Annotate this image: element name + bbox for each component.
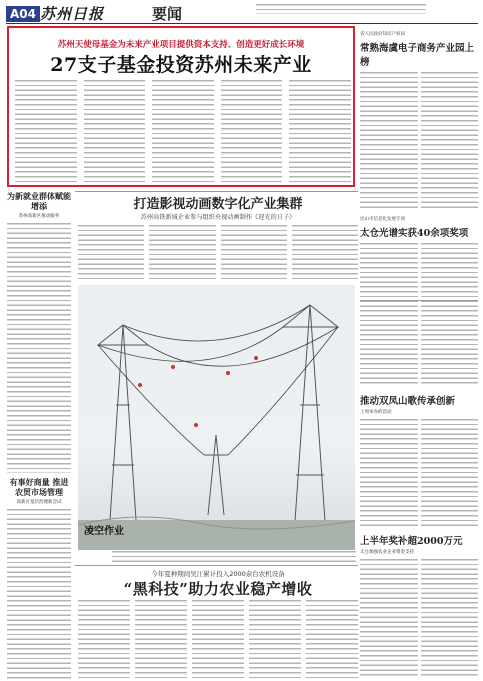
text-column <box>152 80 214 184</box>
text-column <box>84 80 146 184</box>
article-title: 推动双凤山歌传承创新 <box>360 396 456 407</box>
text-column <box>289 80 351 184</box>
photo-caption <box>112 551 356 563</box>
article-body <box>7 223 71 473</box>
article-subtitle: 上周举办的活动 <box>360 410 392 415</box>
article-kicker: 高新区基层治理新尝试 <box>16 500 62 505</box>
middle-body <box>78 225 358 281</box>
divider <box>75 191 358 192</box>
masthead <box>0 0 483 26</box>
divider <box>75 565 358 566</box>
newspaper-logo: 苏州日报 <box>40 5 105 23</box>
article-body <box>360 419 478 527</box>
feature-article <box>7 26 355 187</box>
article-subtitle: 太仓加强农业企业资金支持 <box>360 550 414 555</box>
article-kicker: 省人民政府知识产权局 <box>360 32 405 37</box>
feature-headline: 27支子基金投资苏州未来产业 <box>50 54 312 76</box>
bottom-headline: “黑科技”助力农业稳产增收 <box>123 580 313 598</box>
article-title: 上半年奖补超2000万元 <box>360 536 463 547</box>
middle-subheadline: 苏州高铁新城企业参与组织央视动画制作《迎光的日子》 <box>140 214 296 221</box>
masthead-meta-text <box>256 4 426 14</box>
middle-headline: 打造影视动画数字化产业集群 <box>133 197 303 212</box>
news-photo <box>78 285 355 550</box>
page-number: A04 <box>6 6 40 22</box>
text-column <box>221 80 283 184</box>
bottom-body <box>78 600 358 678</box>
divider <box>360 300 478 301</box>
left-column <box>7 191 71 681</box>
section-name: 要闻 <box>152 5 183 23</box>
right-column <box>360 26 478 679</box>
article-title: 为新就业群体赋能增添 <box>7 191 71 211</box>
article-kicker: 昆山市信息化发展专项 <box>360 217 405 222</box>
masthead-rule <box>6 23 478 24</box>
article-body <box>7 509 71 681</box>
article-body <box>360 559 478 679</box>
feature-kicker: 苏州天使母基金为未来产业项目提供资本支持、创造更好成长环境 <box>57 40 305 50</box>
article-body <box>360 243 478 387</box>
article-kicker: 苏州高新区推动服务 <box>18 214 60 219</box>
photo-label: 凌空作业 <box>84 526 124 537</box>
article-body <box>360 72 478 210</box>
pylon-scene-image <box>78 285 355 550</box>
feature-body <box>15 80 351 184</box>
bottom-kicker: 今年夏种期间吴江累计投入2000余台农机设备 <box>151 570 285 578</box>
article-title: 有事好商量 推进农贸市场管理 <box>9 477 69 497</box>
article-title: 太仓光谱实获40余项奖项 <box>360 228 469 239</box>
text-column <box>15 80 77 184</box>
article-title: 常熟海虞电子商务产业园上榜 <box>360 43 475 68</box>
